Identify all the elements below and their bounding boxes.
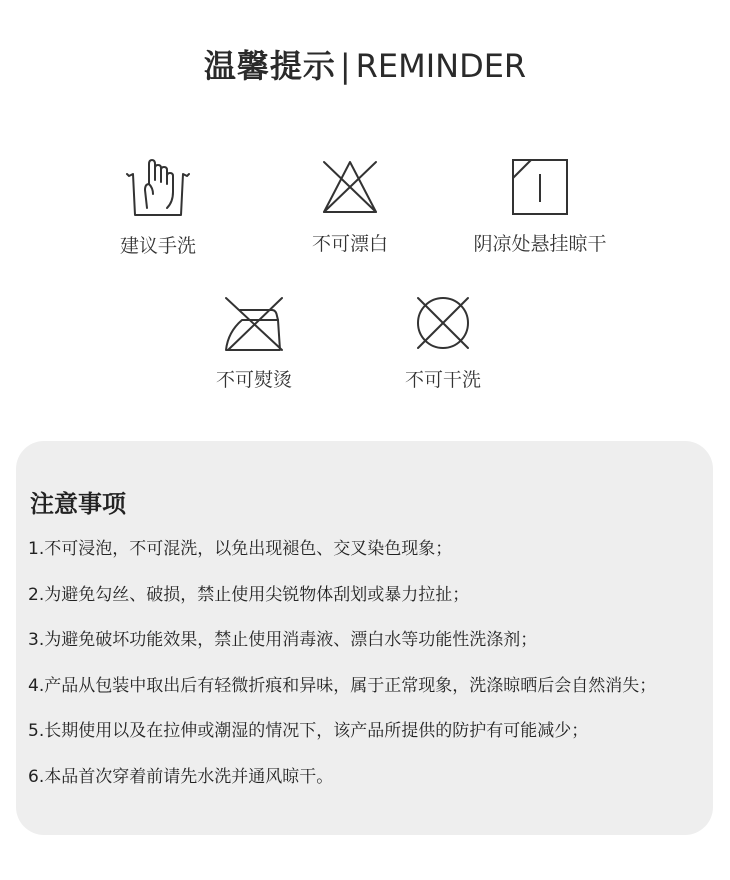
notice-item: 1.不可浸泡，不可混洗，以免出现褪色、交叉染色现象； xyxy=(28,539,453,559)
care-item-shade-hang-dry xyxy=(440,158,640,256)
notice-item: 6.本品首次穿着前请先水洗并通风晾干。 xyxy=(28,766,334,787)
notice-item: 3.为避免破坏功能效果，禁止使用消毒液、漂白水等功能性洗涤剂； xyxy=(28,630,538,650)
no-bleach-icon xyxy=(320,158,380,216)
shade-hang-dry-icon xyxy=(511,158,569,216)
notice-list xyxy=(28,537,656,810)
care-label: 建议手洗 xyxy=(119,235,196,257)
no-dry-clean-icon xyxy=(414,294,472,352)
no-iron-icon xyxy=(224,294,284,352)
notice-title: 注意事项 xyxy=(30,490,126,518)
hand-wash-icon xyxy=(125,158,191,218)
title-english: REMINDER xyxy=(355,47,527,85)
notice-item: 5.长期使用以及在拉伸或潮湿的情况下，该产品所提供的防护有可能减少； xyxy=(28,721,589,741)
care-label: 不可熨烫 xyxy=(215,369,292,391)
care-label: 不可漂白 xyxy=(311,233,388,255)
care-item-no-iron xyxy=(154,294,354,392)
title-chinese: 温馨提示 xyxy=(203,47,336,85)
notice-item: 4.产品从包装中取出后有轻微折痕和异味，属于正常现象，洗涤晾晒后会自然消失； xyxy=(28,675,657,696)
care-item-hand-wash xyxy=(58,158,258,258)
notice-item: 2.为避免勾丝、破损，禁止使用尖锐物体刮划或暴力拉扯； xyxy=(28,584,470,605)
care-label: 阴凉处悬挂晾干 xyxy=(473,233,607,255)
title-separator: | xyxy=(339,47,352,85)
notice-panel xyxy=(16,441,713,835)
care-item-no-dry-clean xyxy=(343,294,543,392)
care-item-no-bleach xyxy=(250,158,450,256)
care-label: 不可干洗 xyxy=(404,369,481,391)
page-header xyxy=(0,44,730,88)
